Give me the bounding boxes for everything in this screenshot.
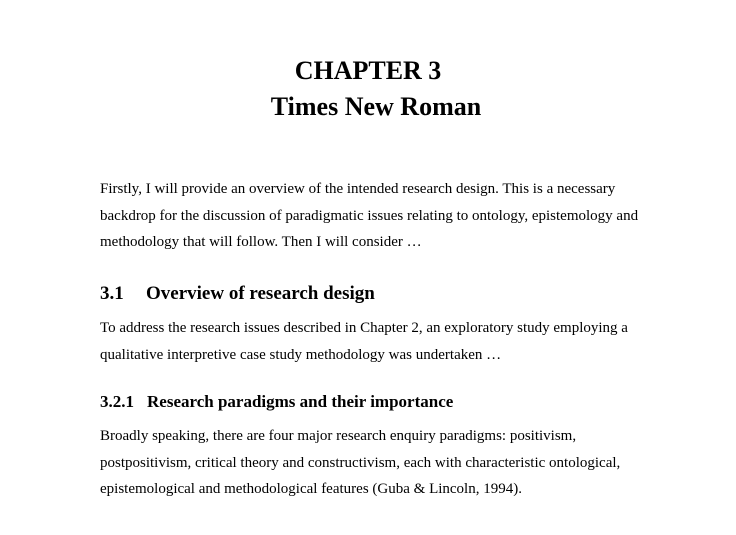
section-number: 3.1 (100, 283, 124, 304)
paragraph-line: Broadly speaking, there are four major research enquiry paradigms: positivism, (100, 428, 577, 444)
paragraph-line: backdrop for the discussion of paradigmatic issues relating to ontology, epistemology and (100, 207, 639, 224)
section-3-2-1-paragraph (100, 423, 660, 503)
intro-paragraph (100, 176, 660, 256)
paragraph-line: epistemological and methodological features (Guba & Lincoln, 1994). (100, 481, 522, 497)
paragraph-line: To address the research issues described in Chapter 2, an exploratory study employing a (100, 320, 628, 336)
section-number: 3.2.1 (100, 392, 134, 411)
section-3-1-paragraph (100, 315, 660, 368)
section-heading-3-1 (100, 282, 375, 306)
paragraph-line: methodology that will follow. Then I will consider … (100, 234, 422, 250)
chapter-subtitle: Times New Roman (270, 92, 482, 121)
chapter-title: CHAPTER 3 (294, 56, 442, 85)
paragraph-line: qualitative interpretive case study methodology was undertaken … (100, 346, 502, 363)
section-title: Overview of research design (146, 283, 375, 304)
paragraph-line: Firstly, I will provide an overview of the intended research design. This is a necessary (100, 181, 616, 197)
paragraph-line: postpositivism, critical theory and constructivism, each with characteristic ontological, (100, 454, 621, 471)
section-heading-3-2-1 (100, 391, 453, 413)
section-title: Research paradigms and their importance (147, 392, 454, 411)
